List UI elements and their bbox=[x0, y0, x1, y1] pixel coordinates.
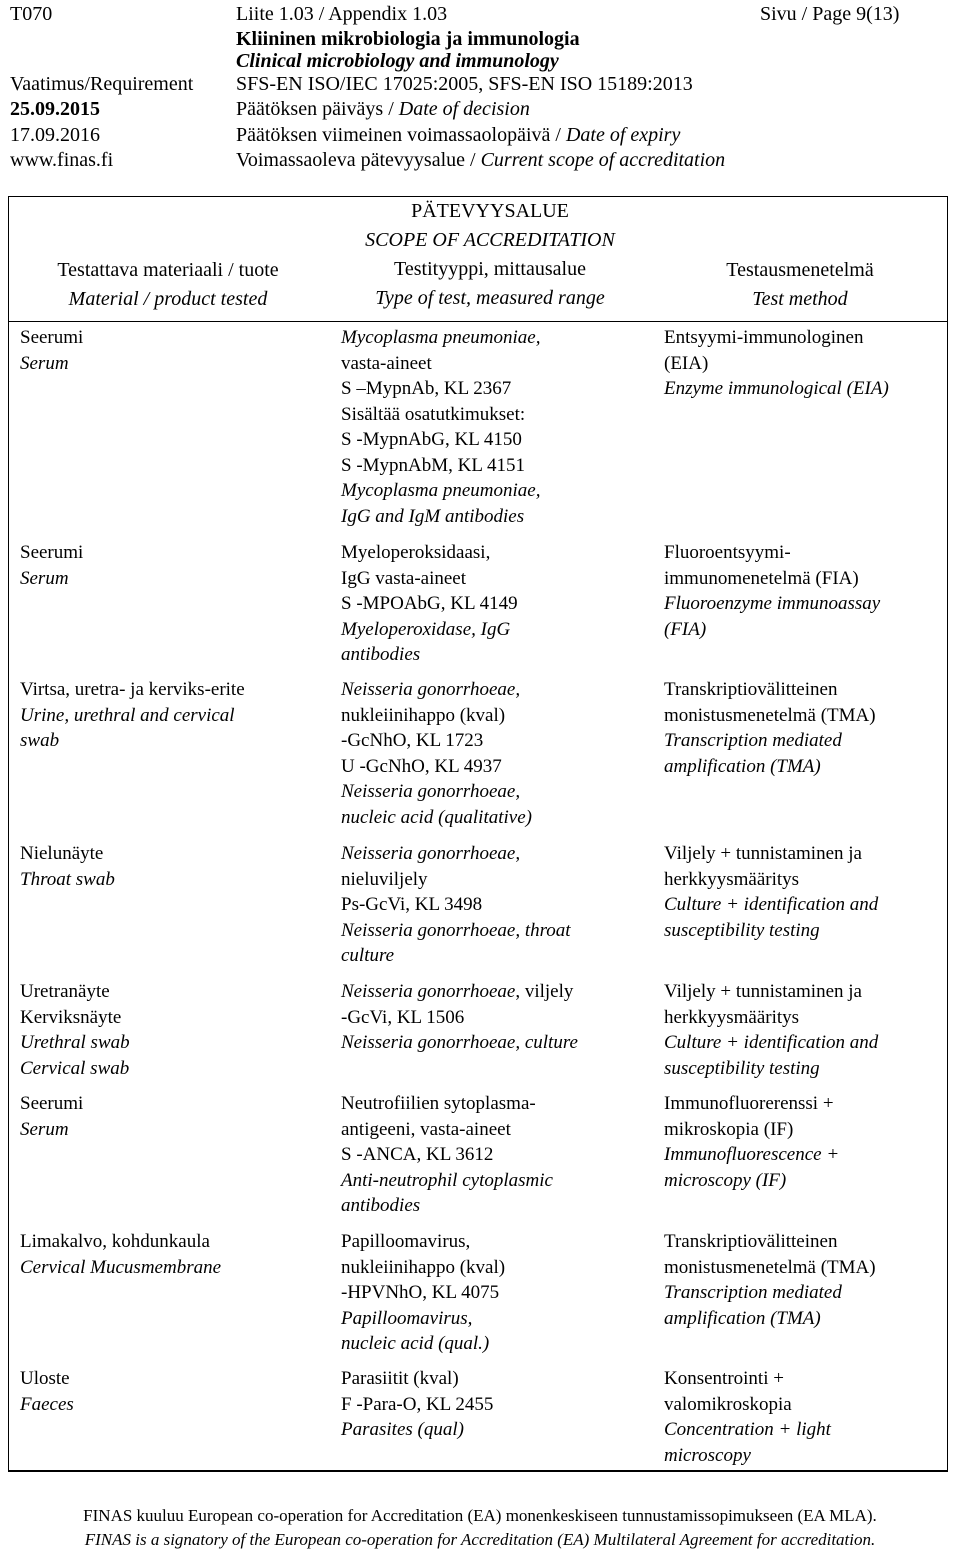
cell-line: S -ANCA, KL 3612 bbox=[341, 1144, 494, 1165]
table-cell-test bbox=[341, 677, 532, 830]
appendix-label: Liite 1.03 / Appendix 1.03 bbox=[236, 3, 448, 25]
table-cell-test bbox=[341, 841, 571, 969]
cell-line: Neisseria gonorrhoeae, throat bbox=[341, 919, 571, 941]
cell-line: Viljely + tunnistaminen ja bbox=[664, 843, 862, 864]
cell-line: U -GcNhO, KL 4937 bbox=[341, 755, 502, 777]
cell-line: monistusmenetelmä (TMA) bbox=[664, 1256, 876, 1278]
table-cell-material bbox=[20, 841, 115, 892]
cell-line: (EIA) bbox=[664, 352, 709, 374]
cell-line: Kerviksnäyte bbox=[20, 1006, 122, 1028]
cell-line: mikroskopia (IF) bbox=[664, 1118, 794, 1140]
scope-label: Voimassaoleva pätevyysalue / Current scope of accreditation bbox=[236, 149, 726, 171]
table-cell-material bbox=[20, 979, 130, 1081]
table-cell-material bbox=[20, 1366, 74, 1417]
cell-line: monistusmenetelmä (TMA) bbox=[664, 704, 876, 726]
cell-line: amplification (TMA) bbox=[664, 1307, 821, 1329]
cell-line: herkkyysmääritys bbox=[664, 1006, 800, 1028]
title-finnish: Kliininen mikrobiologia ja immunologia bbox=[236, 28, 580, 50]
cell-line: S -MPOAbG, KL 4149 bbox=[341, 593, 518, 614]
table-cell-method bbox=[664, 841, 878, 943]
cell-line: Urine, urethral and cervical bbox=[20, 704, 235, 726]
cell-line: Transkriptiovälitteinen bbox=[664, 1231, 838, 1252]
title-english: Clinical microbiology and immunology bbox=[236, 50, 559, 72]
decision-label: Päätöksen päiväys / Date of decision bbox=[236, 98, 530, 120]
expiry-label: Päätöksen viimeinen voimassaolopäivä / Date of expiry bbox=[236, 124, 681, 146]
cell-line: Fluoroentsyymi- bbox=[664, 542, 791, 563]
cell-line: Neisseria gonorrhoeae, bbox=[341, 843, 521, 864]
table-cell-test bbox=[341, 1091, 553, 1219]
table-cell-method bbox=[664, 1366, 831, 1468]
cell-line: swab bbox=[20, 730, 60, 751]
cell-line: Neutrofiilien sytoplasma- bbox=[341, 1093, 536, 1114]
table-bottom-border bbox=[8, 1470, 948, 1472]
table-cell-material bbox=[20, 1229, 221, 1280]
cell-line: Neisseria gonorrhoeae, viljely bbox=[341, 981, 574, 1002]
table-cell-material bbox=[20, 540, 83, 591]
cell-line: Culture + identification and bbox=[664, 894, 879, 915]
cell-line: Ps-GcVi, KL 3498 bbox=[341, 894, 483, 915]
table-cell-material bbox=[20, 1091, 83, 1142]
cell-line: Myeloperoksidaasi, bbox=[341, 542, 491, 563]
cell-line: Papilloomavirus, bbox=[341, 1307, 473, 1329]
cell-line: S –MypnAb, KL 2367 bbox=[341, 378, 512, 399]
table-cell-method bbox=[664, 1229, 876, 1331]
cell-line: nukleiinihappo (kval) bbox=[341, 704, 506, 726]
cell-line: Konsentrointi + bbox=[664, 1368, 784, 1389]
cell-line: nukleiinihappo (kval) bbox=[341, 1256, 506, 1278]
cell-line: Faeces bbox=[20, 1393, 74, 1415]
cell-line: Transkriptiovälitteinen bbox=[664, 679, 838, 700]
cell-line: Fluoroenzyme immunoassay bbox=[664, 593, 881, 614]
cell-line: Culture + identification and bbox=[664, 1032, 879, 1053]
cell-line: antibodies bbox=[341, 644, 421, 665]
cell-line: Neisseria gonorrhoeae, bbox=[341, 781, 521, 802]
scope-title-english: SCOPE OF ACCREDITATION bbox=[365, 229, 615, 251]
table-cell-material bbox=[20, 325, 83, 376]
table-cell-test bbox=[341, 325, 540, 529]
cell-line: antibodies bbox=[341, 1195, 421, 1216]
page-number: Sivu / Page 9(13) bbox=[760, 3, 900, 25]
decision-date: 25.09.2015 bbox=[10, 98, 100, 120]
cell-line: immunomenetelmä (FIA) bbox=[664, 567, 859, 589]
cell-line: Serum bbox=[20, 567, 69, 589]
cell-line: antigeeni, vasta-aineet bbox=[341, 1118, 511, 1140]
cell-line: susceptibility testing bbox=[664, 919, 820, 941]
table-cell-test bbox=[341, 1229, 505, 1357]
cell-line: Cervical Mucusmembrane bbox=[20, 1256, 222, 1278]
cell-line: Cervical swab bbox=[20, 1057, 130, 1079]
cell-line: Uloste bbox=[20, 1368, 70, 1389]
cell-line: Myeloperoxidase, IgG bbox=[341, 618, 511, 640]
cell-line: Immunofluorerenssi + bbox=[664, 1093, 834, 1114]
cell-line: herkkyysmääritys bbox=[664, 868, 800, 890]
table-cell-test bbox=[341, 979, 578, 1056]
cell-line: Limakalvo, kohdunkaula bbox=[20, 1231, 210, 1252]
column-header-method: Testausmenetelmä Test method bbox=[726, 259, 874, 310]
cell-line: Parasiitit (kval) bbox=[341, 1368, 459, 1389]
cell-line: Seerumi bbox=[20, 327, 84, 348]
cell-line: Concentration + light bbox=[664, 1419, 831, 1440]
cell-line: F -Para-O, KL 2455 bbox=[341, 1393, 494, 1415]
cell-line: Parasites (qual) bbox=[341, 1419, 464, 1440]
cell-line: Entsyymi-immunologinen bbox=[664, 327, 864, 348]
cell-line: microscopy bbox=[664, 1444, 751, 1466]
footer-english: FINAS is a signatory of the European co-operation for Accreditation (EA) Multilateral Agreement for accreditation. bbox=[84, 1530, 876, 1549]
cell-line: Throat swab bbox=[20, 868, 115, 890]
cell-line: Mycoplasma pneumoniae, bbox=[341, 480, 541, 501]
cell-line: Immunofluorescence + bbox=[664, 1144, 840, 1165]
cell-line: Neisseria gonorrhoeae, culture bbox=[341, 1032, 578, 1053]
table-cell-method bbox=[664, 677, 876, 779]
document-code: T070 bbox=[10, 3, 53, 25]
table-cell-method bbox=[664, 540, 880, 642]
table-cell-method bbox=[664, 1091, 839, 1193]
column-header-test-type: PÄTEVYYSALUE SCOPE OF ACCREDITATION Testityyppi, mittausalue Type of test, measured range bbox=[330, 197, 650, 313]
cell-line: Papilloomavirus, bbox=[341, 1231, 471, 1252]
cell-line: susceptibility testing bbox=[664, 1057, 820, 1079]
cell-line: IgG and IgM antibodies bbox=[341, 505, 525, 527]
cell-line: Seerumi bbox=[20, 1093, 84, 1114]
cell-line: Transcription mediated bbox=[664, 730, 842, 751]
document-header bbox=[0, 0, 960, 180]
cell-line: Uretranäyte bbox=[20, 981, 110, 1002]
cell-line: Seerumi bbox=[20, 542, 84, 563]
cell-line: culture bbox=[341, 945, 395, 966]
cell-line: -GcVi, KL 1506 bbox=[341, 1006, 465, 1028]
table-cell-material bbox=[20, 677, 245, 754]
cell-line: -GcNhO, KL 1723 bbox=[341, 730, 484, 751]
scope-title-finnish: PÄTEVYYSALUE bbox=[411, 200, 569, 222]
requirement-label: Vaatimus/Requirement bbox=[10, 73, 194, 95]
column-header-material: Testattava materiaali / tuote Material / product tested bbox=[57, 259, 279, 310]
cell-line: Neisseria gonorrhoeae, bbox=[341, 679, 521, 700]
cell-line: Urethral swab bbox=[20, 1032, 130, 1053]
cell-line: vasta-aineet bbox=[341, 352, 432, 374]
expiry-date: 17.09.2016 bbox=[10, 124, 100, 146]
cell-line: amplification (TMA) bbox=[664, 755, 821, 777]
footer-finnish: FINAS kuuluu European co-operation for Accreditation (EA) monenkeskiseen tunnustamissopimukseen (EA MLA). bbox=[83, 1506, 877, 1525]
cell-line: Enzyme immunological (EIA) bbox=[664, 378, 889, 399]
cell-line: valomikroskopia bbox=[664, 1393, 792, 1415]
cell-line: Viljely + tunnistaminen ja bbox=[664, 981, 862, 1002]
cell-line: microscopy (IF) bbox=[664, 1169, 787, 1191]
cell-line: Serum bbox=[20, 1118, 69, 1140]
cell-line: Transcription mediated bbox=[664, 1282, 842, 1303]
cell-line: (FIA) bbox=[664, 618, 707, 640]
cell-line: Anti-neutrophil cytoplasmic bbox=[341, 1169, 553, 1191]
cell-line: S -MypnAbM, KL 4151 bbox=[341, 454, 526, 476]
cell-line: Nielunäyte bbox=[20, 843, 104, 864]
cell-line: Virtsa, uretra- ja kerviks-erite bbox=[20, 679, 245, 700]
table-cell-method bbox=[664, 325, 889, 402]
website-link[interactable]: www.finas.fi bbox=[10, 149, 114, 171]
table-cell-test bbox=[341, 540, 518, 668]
cell-line: Serum bbox=[20, 352, 69, 374]
table-cell-test bbox=[341, 1366, 493, 1443]
cell-line: IgG vasta-aineet bbox=[341, 567, 467, 589]
table-cell-method bbox=[664, 979, 878, 1081]
cell-line: nucleic acid (qualitative) bbox=[341, 806, 532, 828]
cell-line: S -MypnAbG, KL 4150 bbox=[341, 429, 522, 450]
cell-line: Mycoplasma pneumoniae, bbox=[341, 327, 541, 348]
cell-line: -HPVNhO, KL 4075 bbox=[341, 1282, 500, 1303]
cell-line: Sisältää osatutkimukset: bbox=[341, 403, 526, 425]
cell-line: nucleic acid (qual.) bbox=[341, 1333, 490, 1354]
requirement-value: SFS-EN ISO/IEC 17025:2005, SFS-EN ISO 15189:2013 bbox=[236, 73, 693, 95]
cell-line: nieluviljely bbox=[341, 868, 428, 890]
